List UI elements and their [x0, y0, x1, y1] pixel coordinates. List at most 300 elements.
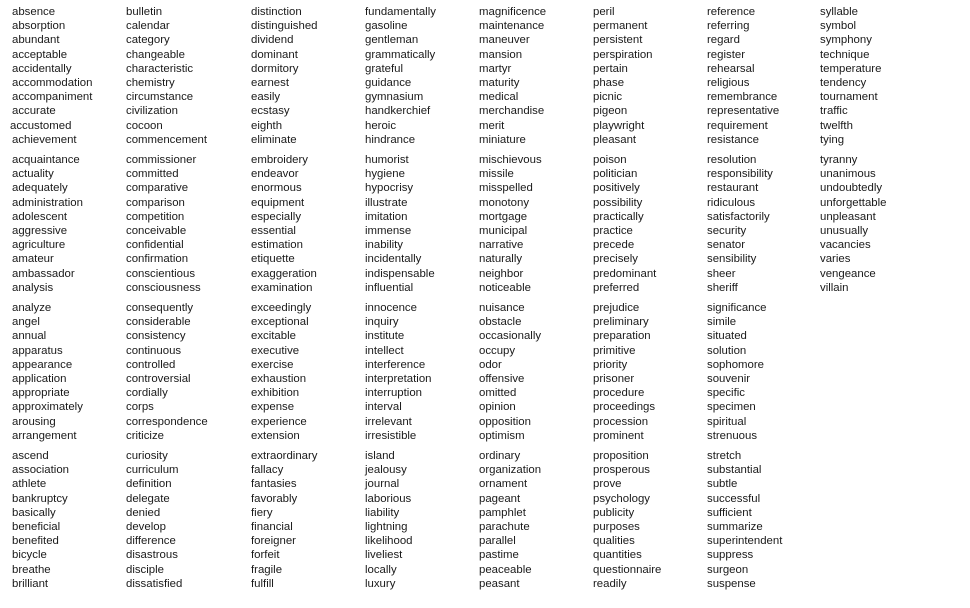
word-item: brilliant — [12, 577, 49, 590]
word-item: develop — [126, 521, 166, 533]
word-item: continuous — [126, 344, 182, 357]
word-item: opinion — [479, 401, 516, 414]
word-item: technique — [820, 48, 870, 61]
word-item: monotony — [479, 196, 530, 209]
word-item: arrangement — [12, 429, 77, 442]
word-item: pleasant — [593, 133, 637, 146]
word-item: intellect — [365, 344, 404, 357]
word-item: characteristic — [126, 62, 194, 75]
word-item: varies — [820, 253, 851, 266]
word-item: adequately — [12, 182, 68, 195]
word-item: mortgage — [479, 210, 528, 223]
word-item: dormitory — [251, 62, 299, 75]
word-item: sophomore — [707, 358, 764, 371]
word-item: ecstasy — [251, 105, 290, 118]
word-item: difference — [126, 535, 176, 548]
word-item: mischievous — [479, 154, 542, 166]
word-item: medical — [479, 91, 519, 104]
word-item: expense — [251, 401, 295, 414]
word-item: twelfth — [820, 119, 853, 132]
word-item: strenuous — [707, 429, 758, 442]
word-item: pageant — [479, 492, 521, 505]
word-item: excitable — [251, 330, 296, 343]
word-item: essential — [251, 225, 296, 237]
word-item: analyze — [12, 302, 52, 314]
word-item: association — [12, 464, 69, 477]
word-item: arousing — [12, 415, 56, 428]
word-item: equipment — [251, 196, 305, 209]
word-item: jealousy — [365, 464, 407, 477]
word-item: conceivable — [126, 225, 187, 237]
word-item: maturity — [479, 77, 520, 89]
word-item: preparation — [593, 330, 651, 343]
word-item: fantasies — [251, 478, 297, 491]
word-item: unpleasant — [820, 210, 876, 223]
word-item: surgeon — [707, 563, 749, 576]
word-item: consequently — [126, 302, 194, 314]
word-item: exceedingly — [251, 302, 312, 314]
word-item: disciple — [126, 563, 164, 576]
word-item: sufficient — [707, 506, 752, 519]
word-item: spiritual — [707, 415, 747, 428]
word-item: apparatus — [12, 344, 63, 357]
word-item: significance — [707, 302, 767, 314]
word-item: administration — [12, 196, 83, 209]
word-item: etiquette — [251, 253, 295, 266]
word-item: unanimous — [820, 168, 876, 181]
word-item: bankruptcy — [12, 492, 68, 505]
word-item: executive — [251, 344, 300, 357]
word-item: definition — [126, 478, 172, 491]
word-item: interval — [365, 401, 402, 414]
word-item: proposition — [593, 450, 649, 462]
word-item: ascend — [12, 450, 49, 462]
word-item: dividend — [251, 34, 294, 47]
word-item: substantial — [707, 464, 762, 477]
word-item: heroic — [365, 119, 397, 132]
word-item: restaurant — [707, 182, 759, 195]
word-item: grammatically — [365, 48, 436, 61]
word-item: foreigner — [251, 535, 296, 548]
word-item: interference — [365, 358, 426, 371]
word-item: naturally — [479, 253, 523, 266]
word-item: simile — [707, 316, 737, 329]
word-item: resistance — [707, 133, 759, 146]
word-item: tyranny — [820, 154, 858, 166]
word-item: preferred — [593, 281, 640, 294]
word-item: institute — [365, 330, 405, 343]
word-item: symbol — [820, 20, 857, 33]
word-item: stretch — [707, 450, 742, 462]
word-item: qualities — [593, 535, 635, 548]
word-item: breathe — [12, 563, 51, 576]
word-item: publicity — [593, 506, 635, 519]
word-item: psychology — [593, 492, 650, 505]
word-item: fragile — [251, 563, 283, 576]
word-item: delegate — [126, 492, 170, 505]
word-item: pigeon — [593, 105, 628, 118]
word-item: lightning — [365, 521, 408, 533]
word-item: luxury — [365, 577, 396, 590]
word-item: annual — [12, 330, 47, 343]
word-item: reference — [707, 6, 756, 18]
word-item: sheer — [707, 267, 736, 280]
word-item: favorably — [251, 492, 298, 505]
word-item: souvenir — [707, 373, 751, 385]
word-item: absence — [12, 6, 56, 18]
word-item: irresistible — [365, 429, 417, 442]
word-item: merit — [479, 119, 505, 132]
word-item: pertain — [593, 62, 628, 75]
word-item: precisely — [593, 253, 638, 266]
word-item: senator — [707, 239, 745, 252]
word-item: gentleman — [365, 34, 419, 47]
word-item: missile — [479, 168, 514, 181]
word-item: practice — [593, 225, 633, 237]
word-item: readily — [593, 577, 627, 590]
word-item: gymnasium — [365, 91, 424, 104]
word-item: peril — [593, 6, 615, 18]
word-item: religious — [707, 77, 750, 89]
word-item: dominant — [251, 48, 298, 61]
word-item: solution — [707, 344, 747, 357]
word-item: resolution — [707, 154, 757, 166]
word-item: exhibition — [251, 387, 300, 400]
word-item: superintendent — [707, 535, 783, 548]
word-item: prisoner — [593, 373, 635, 385]
word-item: inability — [365, 239, 403, 252]
word-item: criticize — [126, 429, 164, 442]
word-item: parachute — [479, 521, 530, 533]
word-item: hindrance — [365, 133, 416, 146]
word-item: perspiration — [593, 48, 653, 61]
word-item: competition — [126, 210, 185, 223]
word-item: consistency — [126, 330, 186, 343]
word-item: conscientious — [126, 267, 196, 280]
word-item: commencement — [126, 133, 208, 146]
word-item: occupy — [479, 344, 516, 357]
word-item: opposition — [479, 415, 531, 428]
word-item: experience — [251, 415, 307, 428]
word-item: priority — [593, 358, 628, 371]
word-item: endeavor — [251, 168, 299, 181]
word-item: traffic — [820, 105, 848, 118]
word-item: hygiene — [365, 168, 405, 181]
word-item: accommodation — [12, 77, 93, 89]
word-item: maneuver — [479, 34, 530, 47]
word-item: eighth — [251, 119, 283, 132]
word-item: considerable — [126, 316, 191, 329]
word-item: politician — [593, 168, 638, 181]
word-item: martyr — [479, 62, 512, 75]
word-item: possibility — [593, 196, 643, 209]
word-item: forfeit — [251, 549, 280, 562]
word-item: specific — [707, 387, 745, 400]
word-item: symphony — [820, 34, 872, 47]
word-item: peaceable — [479, 563, 532, 576]
word-item: abundant — [12, 34, 60, 47]
word-item: procedure — [593, 387, 645, 400]
word-item: accompaniment — [12, 91, 93, 104]
word-item: responsibility — [707, 168, 773, 181]
word-item: analysis — [12, 281, 54, 294]
word-item: liveliest — [365, 549, 403, 562]
word-item: likelihood — [365, 535, 413, 548]
word-item: distinguished — [251, 20, 318, 33]
word-item: occasionally — [479, 330, 542, 343]
word-item: predominant — [593, 267, 657, 280]
word-item: calendar — [126, 20, 170, 33]
word-item: approximately — [12, 401, 83, 414]
word-item: cocoon — [126, 119, 163, 132]
word-item: questionnaire — [593, 563, 662, 576]
word-item: practically — [593, 210, 644, 223]
word-item: illustrate — [365, 196, 408, 209]
word-item: parallel — [479, 535, 516, 548]
word-item: odor — [479, 358, 502, 371]
word-item: vengeance — [820, 267, 876, 280]
word-item: committed — [126, 168, 179, 181]
word-item: acquaintance — [12, 154, 80, 166]
word-item: procession — [593, 415, 649, 428]
word-item: financial — [251, 521, 293, 533]
word-item: imitation — [365, 210, 408, 223]
word-item: optimism — [479, 429, 525, 442]
word-item: application — [12, 373, 67, 385]
word-item: controversial — [126, 373, 191, 385]
word-item: handkerchief — [365, 105, 431, 118]
word-item: positively — [593, 182, 640, 195]
word-item: accustomed — [10, 119, 72, 132]
word-item: regard — [707, 34, 740, 47]
word-item: ambassador — [12, 267, 75, 280]
word-item: adolescent — [12, 210, 68, 223]
word-item: extension — [251, 429, 300, 442]
word-item: acceptable — [12, 48, 68, 61]
word-item: temperature — [820, 62, 882, 75]
word-item: comparative — [126, 182, 189, 195]
word-item: prominent — [593, 429, 644, 442]
word-item: interruption — [365, 387, 422, 400]
word-item: exercise — [251, 358, 294, 371]
word-item: prove — [593, 478, 622, 491]
word-item: enormous — [251, 182, 302, 195]
word-item: grateful — [365, 62, 403, 75]
word-item: purposes — [593, 521, 640, 533]
word-item: comparison — [126, 196, 185, 209]
word-item: commissioner — [126, 154, 197, 166]
word-item: amateur — [12, 253, 54, 266]
word-item: athlete — [12, 478, 47, 491]
word-item: angel — [12, 316, 40, 329]
word-item: tendency — [820, 77, 867, 89]
word-item: irrelevant — [365, 415, 412, 428]
word-item: unusually — [820, 225, 869, 237]
word-item: beneficial — [12, 521, 61, 533]
word-item: interpretation — [365, 373, 432, 385]
word-item: maintenance — [479, 20, 545, 33]
word-item: omitted — [479, 387, 517, 400]
word-item: prejudice — [593, 302, 640, 314]
word-item: ornament — [479, 478, 528, 491]
word-item: circumstance — [126, 91, 194, 104]
word-item: situated — [707, 330, 747, 343]
word-item: remembrance — [707, 91, 778, 104]
word-item: pastime — [479, 549, 519, 562]
word-item: estimation — [251, 239, 303, 252]
word-item: inquiry — [365, 316, 399, 329]
word-item: controlled — [126, 358, 176, 371]
word-item: prosperous — [593, 464, 650, 477]
word-item: accurate — [12, 105, 56, 118]
word-item: ridiculous — [707, 196, 756, 209]
word-item: sheriff — [707, 281, 738, 294]
word-item: undoubtedly — [820, 182, 883, 195]
word-item: bulletin — [126, 6, 163, 18]
word-item: bicycle — [12, 549, 47, 562]
word-item: nuisance — [479, 302, 525, 314]
word-item: merchandise — [479, 105, 545, 118]
word-item: municipal — [479, 225, 528, 237]
word-item: satisfactorily — [707, 210, 770, 223]
word-item: preliminary — [593, 316, 649, 329]
word-item: mansion — [479, 48, 523, 61]
word-item: suppress — [707, 549, 754, 562]
word-item: offensive — [479, 373, 525, 385]
word-item: actuality — [12, 168, 54, 181]
word-item: successful — [707, 492, 761, 505]
word-item: obstacle — [479, 316, 522, 329]
word-item: examination — [251, 281, 313, 294]
word-item: proceedings — [593, 401, 656, 414]
word-item: achievement — [12, 133, 77, 146]
word-item: exceptional — [251, 316, 309, 329]
word-item: incidentally — [365, 253, 422, 266]
word-item: curriculum — [126, 464, 179, 477]
word-item: disastrous — [126, 549, 178, 562]
word-item: curiosity — [126, 450, 168, 462]
word-item: referring — [707, 20, 750, 33]
word-item: locally — [365, 563, 397, 576]
word-item: phase — [593, 77, 625, 89]
word-item: laborious — [365, 492, 412, 505]
word-item: playwright — [593, 119, 645, 132]
word-item: magnificence — [479, 6, 547, 18]
word-item: ordinary — [479, 450, 521, 462]
word-item: unforgettable — [820, 196, 887, 209]
word-item: appearance — [12, 358, 73, 371]
word-item: confidential — [126, 239, 184, 252]
word-item: accidentally — [12, 62, 72, 75]
word-item: indispensable — [365, 267, 435, 280]
word-item: aggressive — [12, 225, 68, 237]
word-item: narrative — [479, 239, 524, 252]
word-item: suspense — [707, 577, 756, 590]
word-item: distinction — [251, 6, 302, 18]
word-item: island — [365, 450, 395, 462]
word-item: category — [126, 34, 170, 47]
word-item: fundamentally — [365, 6, 436, 18]
word-item: subtle — [707, 478, 738, 491]
word-item: miniature — [479, 133, 526, 146]
word-item: register — [707, 48, 745, 61]
word-item: summarize — [707, 521, 763, 533]
word-item: organization — [479, 464, 542, 477]
word-item: correspondence — [126, 415, 208, 428]
word-item: cordially — [126, 387, 168, 400]
word-item: confirmation — [126, 253, 189, 266]
word-item: especially — [251, 210, 302, 223]
word-item: picnic — [593, 91, 623, 104]
word-item: fiery — [251, 506, 273, 519]
word-item: fulfill — [251, 577, 274, 590]
word-item: specimen — [707, 401, 756, 414]
word-item: civilization — [126, 105, 178, 118]
word-item: humorist — [365, 154, 409, 166]
word-item: changeable — [126, 48, 185, 61]
word-item: agriculture — [12, 239, 66, 252]
word-item: misspelled — [479, 182, 533, 195]
word-item: absorption — [12, 20, 66, 33]
word-item: influential — [365, 281, 414, 294]
word-item: fallacy — [251, 464, 284, 477]
word-item: rehearsal — [707, 62, 755, 75]
word-item: representative — [707, 105, 780, 118]
word-item: innocence — [365, 302, 417, 314]
word-item: villain — [820, 281, 849, 294]
word-item: poison — [593, 154, 627, 166]
word-item: vacancies — [820, 239, 871, 252]
word-item: requirement — [707, 119, 768, 132]
word-item: sensibility — [707, 253, 757, 266]
word-item: consciousness — [126, 281, 201, 294]
word-item: appropriate — [12, 387, 70, 400]
word-item: tournament — [820, 91, 878, 104]
word-item: journal — [365, 478, 400, 491]
word-item: tying — [820, 133, 845, 146]
word-item: guidance — [365, 77, 412, 89]
word-item: syllable — [820, 6, 858, 18]
word-item: quantities — [593, 549, 642, 562]
word-item: easily — [251, 91, 281, 104]
word-item: dissatisfied — [126, 577, 183, 590]
word-item: gasoline — [365, 20, 408, 33]
word-item: embroidery — [251, 154, 308, 166]
word-item: eliminate — [251, 133, 297, 146]
word-item: hypocrisy — [365, 182, 414, 195]
word-item: noticeable — [479, 281, 531, 294]
word-item: peasant — [479, 577, 520, 590]
word-item: denied — [126, 506, 161, 519]
word-item: precede — [593, 239, 635, 252]
word-item: earnest — [251, 77, 289, 89]
word-item: security — [707, 225, 747, 237]
word-item: benefited — [12, 535, 59, 548]
word-item: immense — [365, 225, 412, 237]
word-item: permanent — [593, 20, 648, 33]
word-item: primitive — [593, 344, 636, 357]
word-item: basically — [12, 506, 56, 519]
word-item: corps — [126, 401, 154, 414]
word-item: persistent — [593, 34, 643, 47]
word-item: chemistry — [126, 77, 175, 89]
word-item: neighbor — [479, 267, 524, 280]
word-item: pamphlet — [479, 506, 526, 519]
word-item: exhaustion — [251, 373, 307, 385]
word-item: liability — [365, 506, 400, 519]
word-item: exaggeration — [251, 267, 317, 280]
word-item: extraordinary — [251, 450, 318, 462]
